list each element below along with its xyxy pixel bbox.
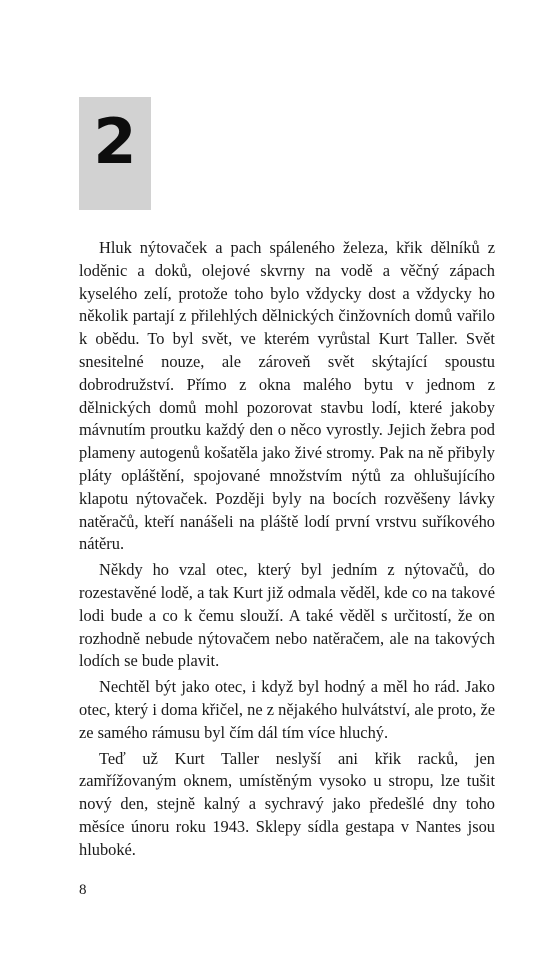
chapter-number-box xyxy=(79,97,151,210)
paragraph-4: Teď už Kurt Taller neslyší ani křik racků, jen zamřížovaným oknem, umístěným vysoko u stropu, lze tušit nový den, stejně kalný a sychravý jako předešlé dny toho měsíce únoru roku 1943. Sklepy sídla gestapa v Nantes jsou hluboké. xyxy=(79,748,495,859)
chapter-body-text xyxy=(79,237,495,865)
page-number: 8 xyxy=(79,882,87,898)
chapter-number: 2 xyxy=(93,105,137,178)
paragraph-1: Hluk nýtovaček a pach spáleného železa, křik dělníků z loděnic a doků, olejové skvrny na vodě a věčný zápach kyselého zelí, protože toho bylo vždycky dost a vždycky ho několik partají z přilehlých dělnických činžovních domů vařilo k obědu. To byl svět, ve kterém vyrůstal Kurt Taller. Svět snesitelné nouze, ale zároveň svět skýtající spoustu dobrodružství. Přímo z okna malého bytu v jednom z dělnických domů mohl pozorovat stavbu lodí, které jakoby mávnutím proutku každý den o něco vyrostly. Jejich žebra pod plameny autogenů košatěla jako živé stromy. Pak na ně přibyly pláty opláštění, spojované množstvím nýtů za ohlušujícího klapotu nýtovaček. Později byly na bocích rozvěšeny lávky natěračů, kteří nanášeli na pláště lodí první vrstvu suříkového nátěru. xyxy=(79,238,495,554)
paragraph-3: Nechtěl být jako otec, i když byl hodný a měl ho rád. Jako otec, který i doma křičel, ne z nějakého hulvátství, ale proto, že ze samého rámusu byl čím dál tím více hluchý. xyxy=(79,677,495,742)
paragraph-2: Někdy ho vzal otec, který byl jedním z nýtovačů, do rozestavěné lodě, a tak Kurt již odmala věděl, kde co na takové lodi bude a co k čemu slouží. A také věděl s určitostí, že on rozhodně nebude nýtovačem nebo natěračem, ale na takových lodích se bude plavit. xyxy=(79,560,495,671)
